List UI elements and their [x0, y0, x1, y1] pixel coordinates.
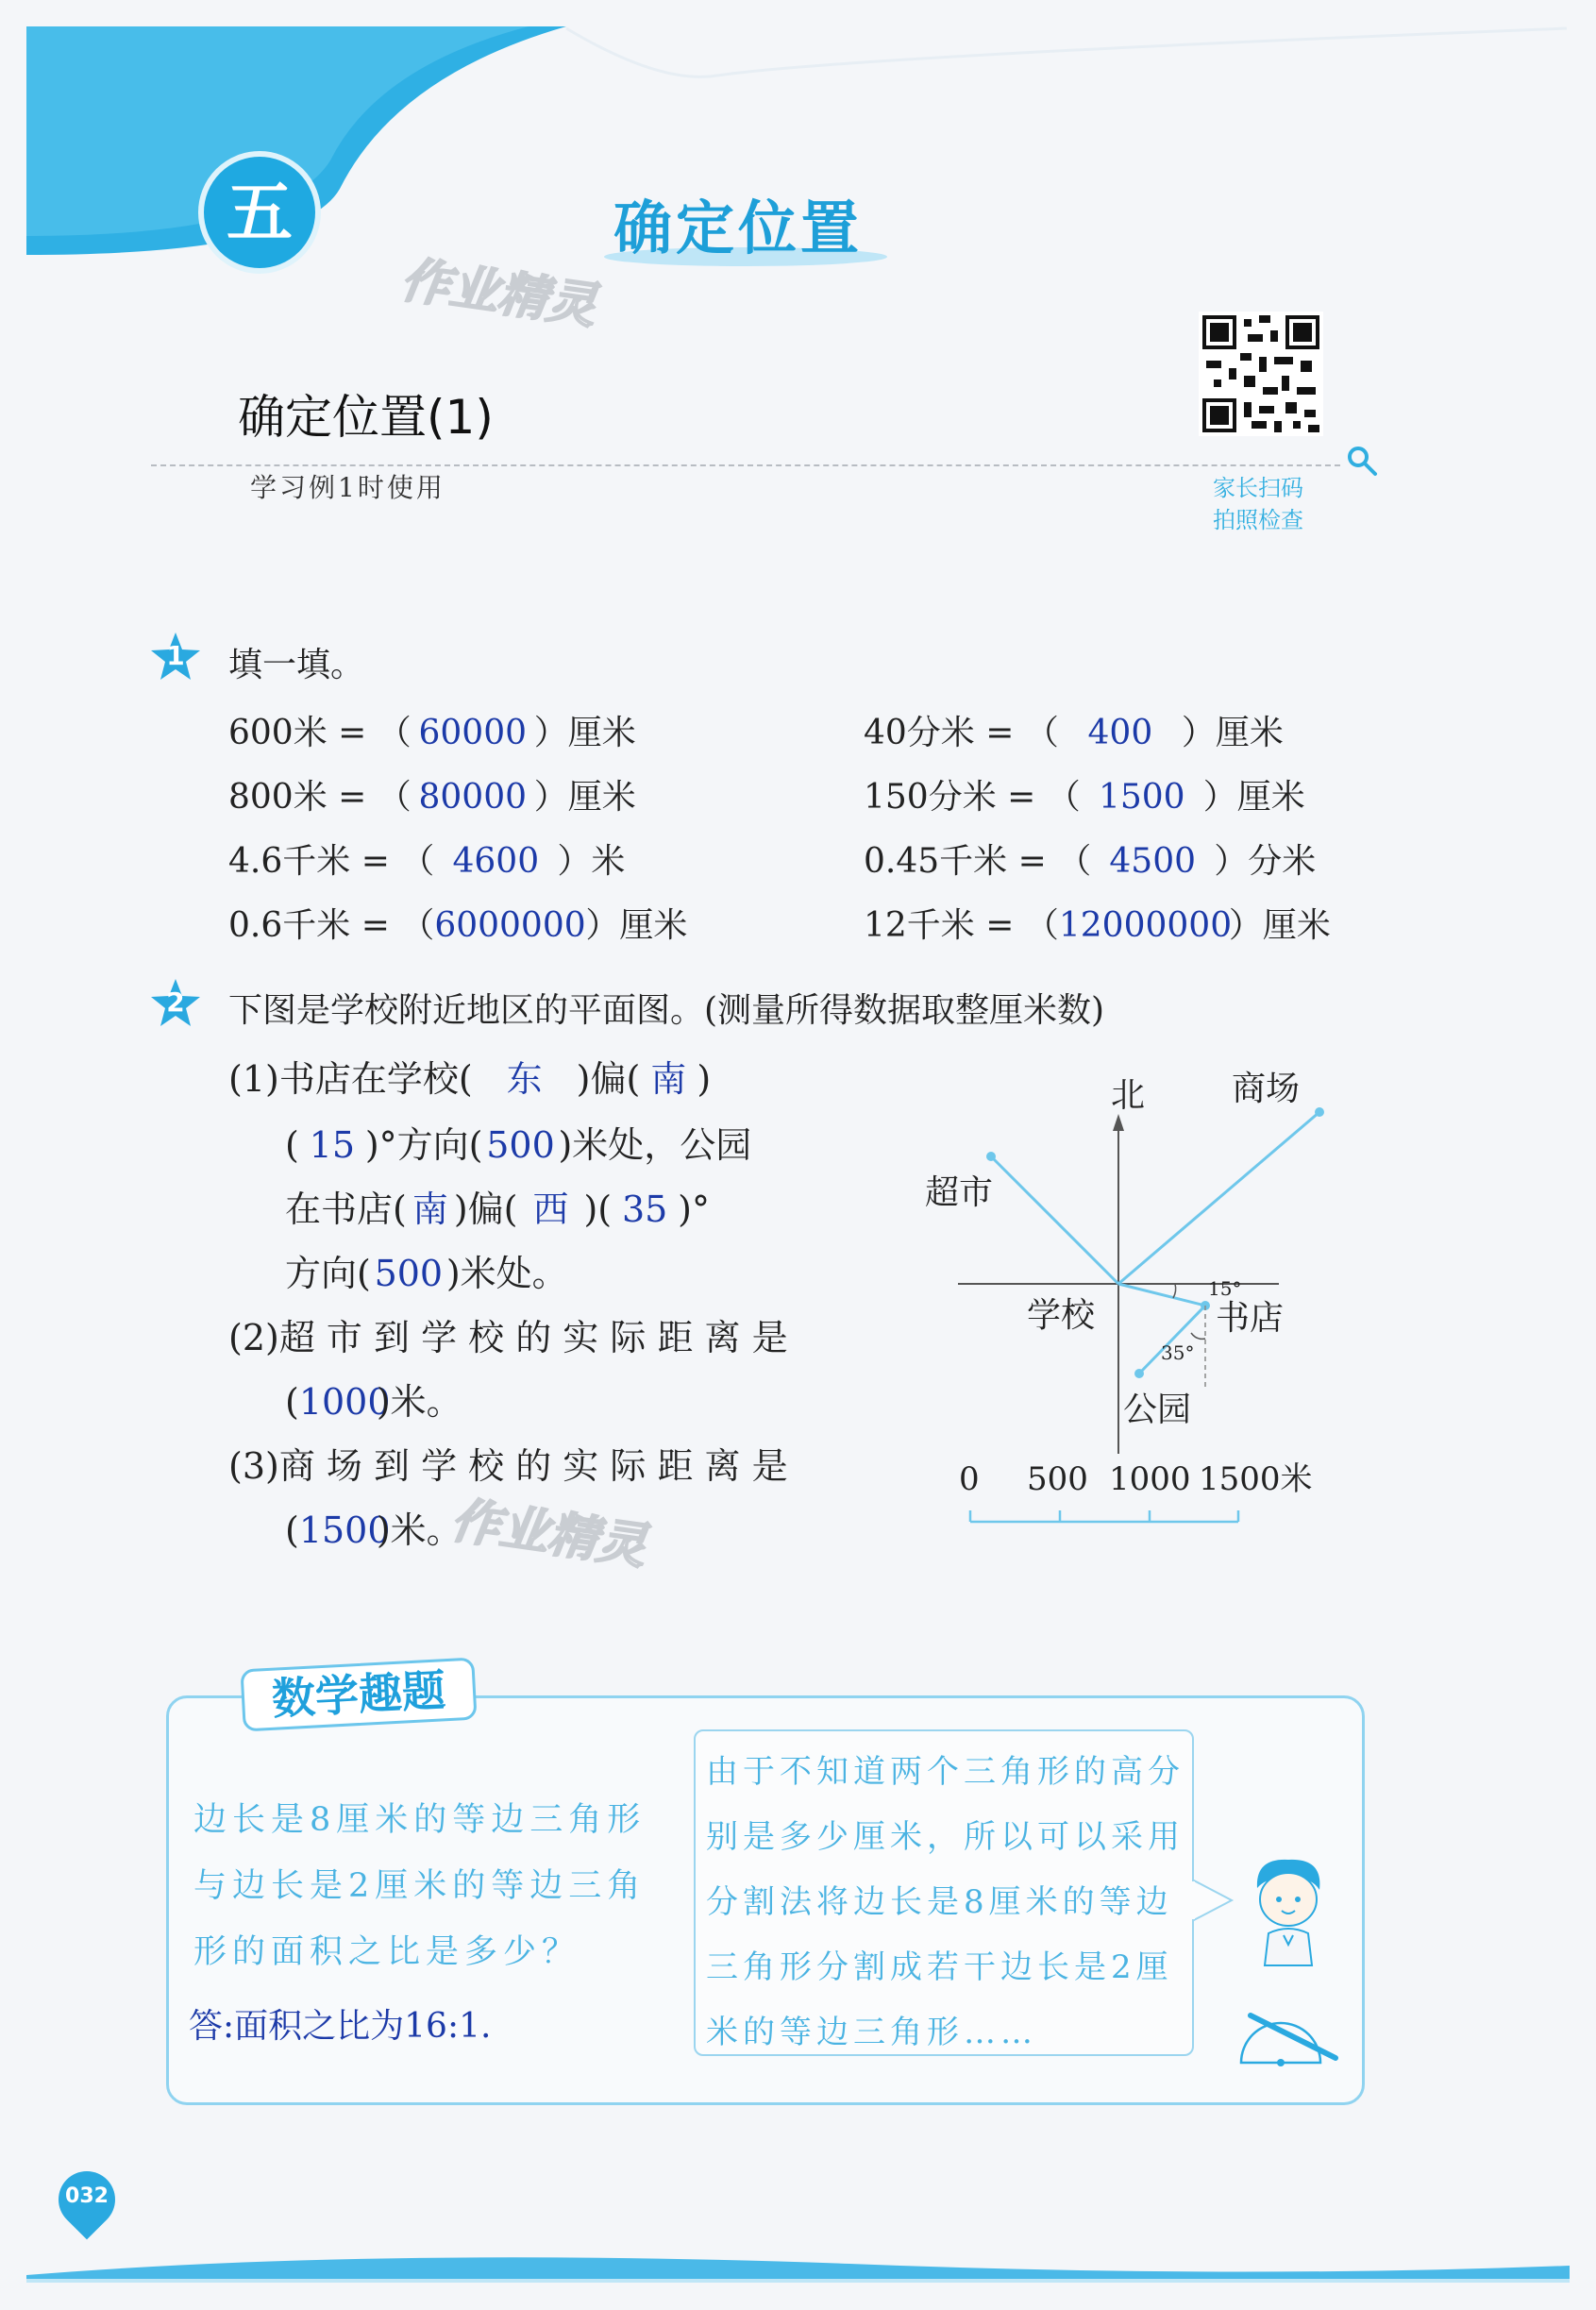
exercise-1-prompt: 填一填。 — [228, 646, 365, 684]
scale-label-1500: 1500米 — [1199, 1460, 1313, 1498]
answer: 西 — [532, 1189, 569, 1230]
mall-point — [1315, 1107, 1324, 1117]
fill-row-left-4 — [228, 899, 687, 947]
answer: 400 — [1087, 714, 1153, 752]
fill-row-left-1 — [228, 706, 636, 754]
angle-arc-15 — [1173, 1284, 1176, 1298]
section-title: 确定位置(1) — [238, 390, 494, 445]
q-text: ) — [697, 1058, 712, 1100]
row-text: ）厘米 — [1202, 778, 1305, 817]
q1-line2 — [285, 1116, 751, 1168]
unit-number-badge: 五 — [198, 151, 321, 274]
exercise-2-number: 2 — [166, 986, 185, 1018]
row-text: 4.6千米 = （ — [228, 842, 435, 881]
row-text: 40分米 = （ — [864, 714, 1059, 752]
north-label: 北 — [1111, 1076, 1146, 1115]
fill-row-right-1 — [864, 706, 1284, 754]
qr-caption-line2: 拍照检查 — [1213, 507, 1303, 533]
answer: 4600 — [452, 842, 540, 881]
fun-question: 边长是8厘米的等边三角形与边长是2厘米的等边三角形的面积之比是多少？ — [193, 1801, 647, 1971]
row-text: ）厘米 — [533, 778, 636, 817]
scale-bar — [970, 1510, 1238, 1522]
mall-label: 商场 — [1232, 1070, 1301, 1108]
exercise-2-prompt: 下图是学校附近地区的平面图。(测量所得数据取整厘米数) — [228, 991, 1105, 1030]
fill-row-right-3 — [864, 835, 1316, 883]
q-text: ( — [285, 1124, 299, 1166]
answer: 4500 — [1109, 842, 1197, 881]
ruler-icon — [1232, 2006, 1345, 2072]
answer: 15 — [309, 1124, 355, 1166]
q-text: ( — [285, 1381, 299, 1423]
q1-line1 — [228, 1050, 711, 1102]
row-text: 0.6千米 = （ — [228, 906, 435, 945]
q-text: )( — [583, 1189, 613, 1230]
q3-line1: (3)商 场 到 学 校 的 实 际 距 离 是 — [228, 1445, 788, 1487]
watermark: 作业精灵 — [447, 1492, 650, 1577]
qr-caption-line1: 家长扫码 — [1213, 475, 1303, 501]
q1-line3 — [285, 1180, 710, 1232]
school-label: 学校 — [1027, 1296, 1096, 1335]
row-text: 0.45千米 = （ — [864, 842, 1092, 881]
exercise-1-badge — [149, 631, 202, 683]
q-text: )偏( — [453, 1189, 518, 1230]
north-arrow-icon — [1113, 1114, 1124, 1131]
path-to-supermarket — [991, 1156, 1118, 1284]
qr-code-icon[interactable] — [1199, 312, 1323, 436]
q-text: )米。 — [376, 1381, 462, 1423]
fill-row-right-2 — [864, 770, 1305, 818]
answer: 500 — [374, 1253, 444, 1294]
bookstore-label: 书店 — [1216, 1299, 1285, 1338]
footer-wave — [0, 2237, 1596, 2310]
angle-15-label: 15° — [1208, 1277, 1242, 1300]
supermarket-point — [986, 1152, 996, 1161]
row-text: ）分米 — [1214, 842, 1317, 881]
fill-row-right-4 — [864, 899, 1331, 947]
row-text: ）米 — [557, 842, 626, 881]
q-text: 在书店( — [285, 1189, 407, 1230]
q-text: )° — [678, 1189, 710, 1230]
path-to-bookstore — [1118, 1284, 1205, 1306]
hint-text: 由于不知道两个三角形的高分别是多少厘米，所以可以采用分割法将边长是8厘米的等边三角形分割成若干边长是2厘米的等边三角形…… — [706, 1753, 1184, 2051]
qr-caption — [1213, 472, 1303, 536]
row-text: 150分米 = （ — [864, 778, 1081, 817]
section-divider — [151, 464, 1340, 466]
q-text: )米。 — [376, 1509, 462, 1551]
path-to-mall — [1118, 1112, 1319, 1284]
q-text: )偏( — [576, 1058, 641, 1100]
watermark: 作业精灵 — [397, 251, 600, 336]
answer: 1500 — [298, 1509, 391, 1551]
q-text: (1)书店在学校( — [228, 1058, 473, 1100]
child-icon — [1236, 1850, 1340, 1973]
answer: 12000000 — [1058, 906, 1233, 945]
row-text: 600米 = （ — [228, 714, 412, 752]
answer: 1000 — [298, 1381, 391, 1423]
answer: 500 — [486, 1124, 555, 1166]
fun-answer: 答:面积之比为16:1. — [189, 2007, 492, 2046]
row-text: 12千米 = （ — [864, 906, 1059, 945]
supermarket-label: 超市 — [925, 1173, 994, 1212]
search-icon — [1345, 444, 1379, 478]
q3-line2 — [285, 1501, 462, 1553]
answer: 6000000 — [434, 906, 586, 945]
park-label: 公园 — [1123, 1391, 1192, 1429]
exercise-1-number: 1 — [166, 640, 185, 671]
location-map — [906, 1057, 1340, 1548]
row-text: ）厘米 — [585, 906, 688, 945]
q-text: ( — [285, 1509, 299, 1551]
q-text: )米处。 — [445, 1253, 568, 1294]
q2-line1: (2)超 市 到 学 校 的 实 际 距 离 是 — [228, 1317, 788, 1358]
q-text: )°方向( — [364, 1124, 483, 1166]
q2-line2 — [285, 1373, 462, 1425]
chapter-title: 确定位置 — [613, 194, 864, 262]
answer: 60000 — [418, 714, 528, 752]
fun-puzzle-tag: 数学趣题 — [240, 1658, 477, 1732]
row-text: ）厘米 — [1181, 714, 1284, 752]
bubble-pointer — [1192, 1874, 1235, 1927]
scale-label-500: 500 — [1027, 1460, 1088, 1498]
angle-35-label: 35° — [1161, 1341, 1195, 1364]
exercise-2-badge — [149, 977, 202, 1030]
page-number: 032 — [65, 2184, 109, 2208]
answer: 80000 — [418, 778, 528, 817]
section-subtitle: 学习例1时使用 — [250, 472, 445, 503]
scale-label-0: 0 — [959, 1460, 980, 1498]
answer: 1500 — [1098, 778, 1185, 817]
answer: 东 — [506, 1058, 543, 1100]
q1-line4 — [285, 1244, 568, 1296]
answer: 南 — [412, 1189, 448, 1230]
answer: 35 — [621, 1189, 668, 1230]
park-point — [1134, 1369, 1144, 1378]
row-text: ）厘米 — [533, 714, 636, 752]
angle-arc-35 — [1191, 1333, 1205, 1339]
fill-row-left-3 — [228, 835, 625, 883]
row-text: 800米 = （ — [228, 778, 412, 817]
q-text: )米处，公园 — [558, 1124, 752, 1166]
q-text: 方向( — [285, 1253, 371, 1294]
fill-row-left-2 — [228, 770, 636, 818]
row-text: ）厘米 — [1228, 906, 1331, 945]
answer: 南 — [650, 1058, 687, 1100]
scale-label-1000: 1000 — [1109, 1460, 1191, 1498]
